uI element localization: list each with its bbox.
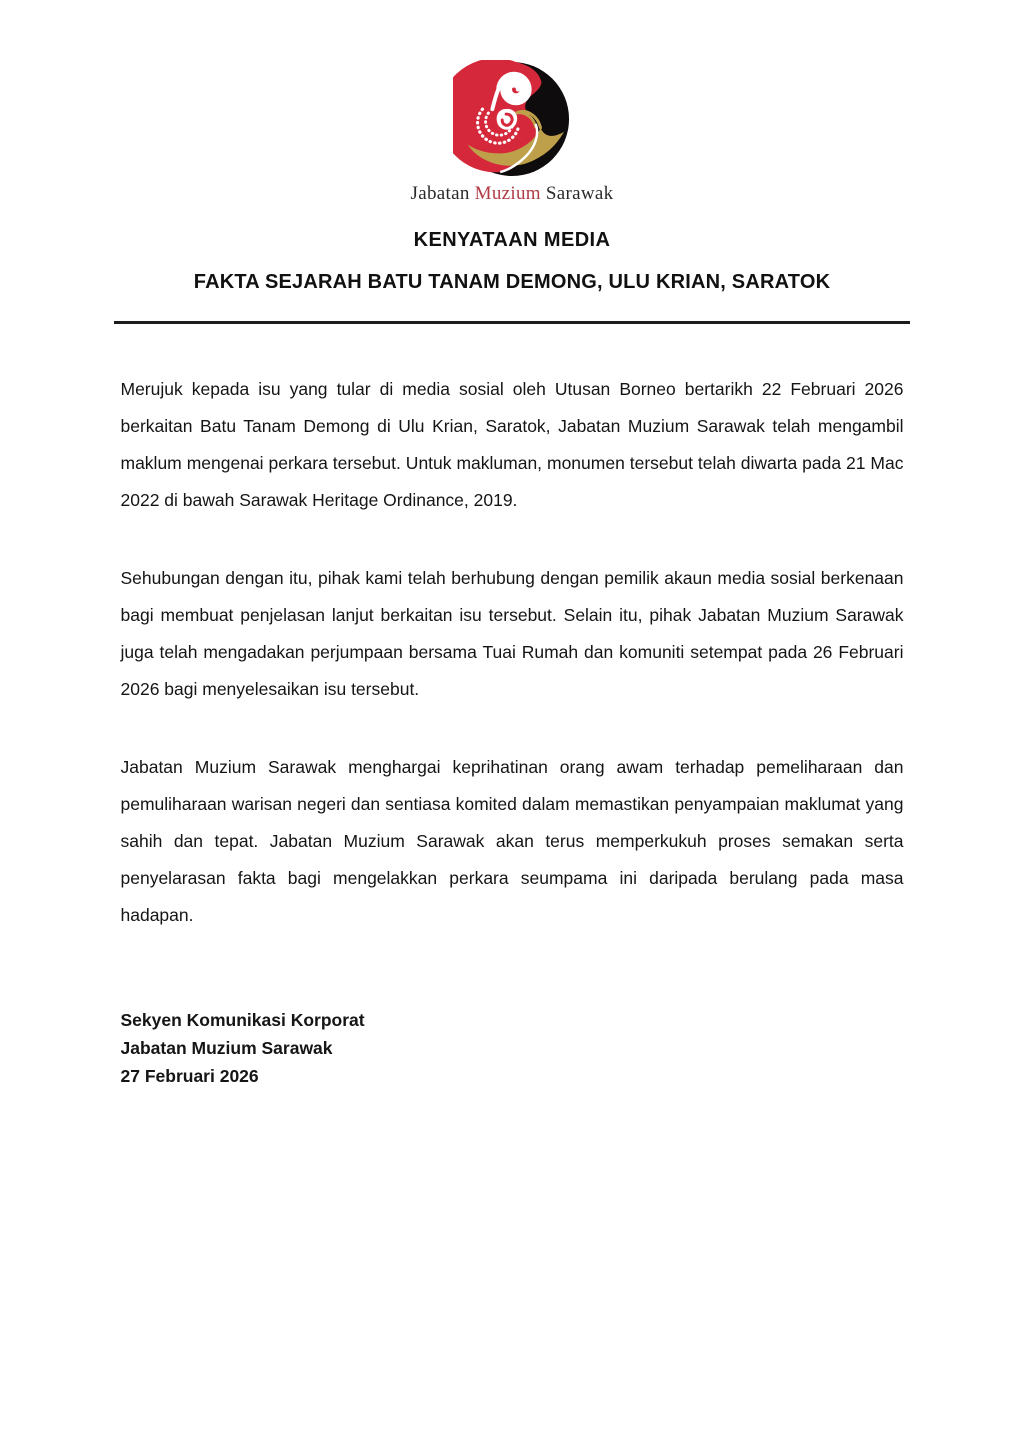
paragraph-1: Merujuk kepada isu yang tular di media sosial oleh Utusan Borneo bertarikh 22 Februari 2026 berkaitan Batu Tanam Demong di Ulu Krian, Saratok, Jabatan Muzium Sarawak telah mengambil maklum mengenai perkara tersebut. Untuk makluman, monumen tersebut telah diwarta pada 21 Mac 2022 di bawah Sarawak Heritage Ordinance, 2019. — [120, 379, 904, 510]
document-subtitle: FAKTA SEJARAH BATU TANAM DEMONG, ULU KRIAN, SARATOK — [193, 271, 831, 293]
paragraph-3: Jabatan Muzium Sarawak menghargai keprihatinan orang awam terhadap pemeliharaan dan pemuliharaan warisan negeri dan sentiasa komited dalam memastikan penyampaian maklumat yang sahih dan tepat. Jabatan Muzium Sarawak akan terus memperkukuh proses semakan serta penyelarasan fakta bagi mengelakkan perkara seumpama ini daripada berulang pada masa hadapan. — [120, 757, 904, 925]
signature-department: Sekyen Komunikasi Korporat — [120, 1010, 365, 1030]
logo-caption-sarawak: Sarawak — [540, 183, 614, 204]
logo-block — [0, 60, 1024, 205]
paragraph-2: Sehubungan dengan itu, pihak kami telah berhubung dengan pemilik akaun media sosial berkenaan bagi membuat penjelasan lanjut berkaitan isu tersebut. Selain itu, pihak Jabatan Muzium Sarawak juga telah mengadakan perjumpaan bersama Tuai Rumah dan komuniti setempat pada 26 Februari 2026 bagi menyelesaikan isu tersebut. — [120, 568, 904, 699]
signature-block — [121, 1006, 904, 1090]
signature-date: 27 Februari 2026 — [120, 1066, 259, 1086]
logo-caption — [411, 183, 614, 205]
logo-caption-muzium: Muzium — [474, 183, 541, 204]
document-body — [121, 324, 904, 1090]
signature-organisation: Jabatan Muzium Sarawak — [120, 1038, 333, 1058]
document-title: KENYATAAN MEDIA — [413, 229, 611, 251]
logo-caption-jabatan: Jabatan — [410, 183, 475, 204]
museum-logo-icon — [453, 60, 571, 178]
